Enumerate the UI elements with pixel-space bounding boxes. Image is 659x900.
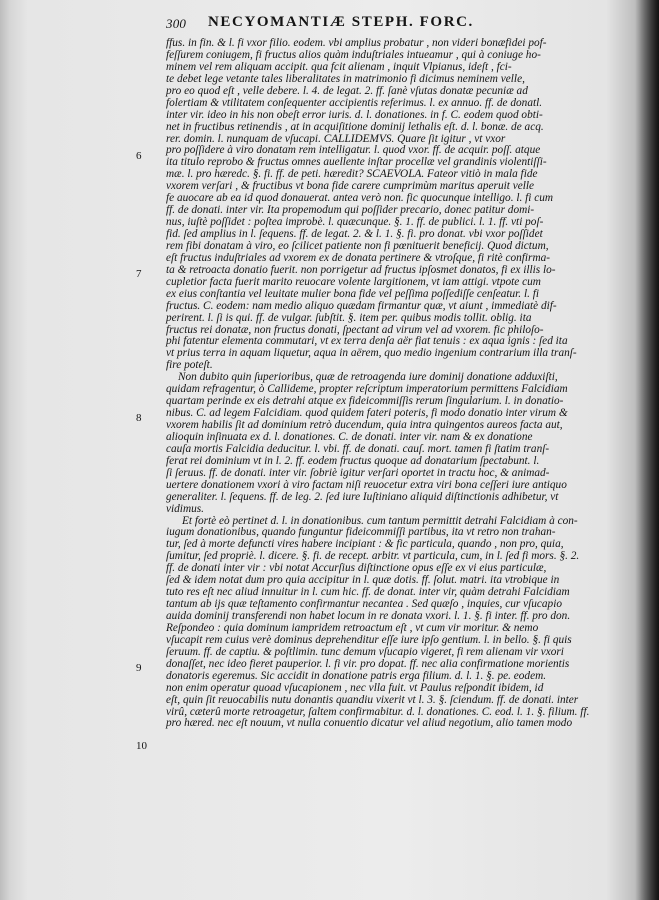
text-line: perirent. l. ſi is qui. ff. de vulgar. ſubſtit. §. item per. quibus modis tollit. oblig. ita	[166, 311, 532, 324]
text-line: te debet lege vetante tales liberalitates in matrimonio fi dicimus neminem velle,	[166, 72, 525, 85]
text-line: vxorem habilis ſit ad dominium retrò ducendum, quia intra quingentos aureos facta aut,	[166, 419, 563, 431]
margin-number: 8	[136, 412, 142, 424]
text-line: fe auocare ab ea id quod donauerat. antea verò non. fic quocunque intelligo. l. fi cum	[166, 192, 554, 205]
text-line: net in fructibus retinendis , at in acquiſitione dominij lethalis eſt. d. l. bonæ. de acq.	[166, 120, 544, 133]
text-line: ſeruum. ff. de captiu. & poſtlimin. tunc demum vſucapio vigeret, fi rem alienam vir vxori	[166, 645, 564, 658]
text-line: tuto res eſt nec aliud innuitur in l. cum hic. ff. de donat. inter vir, quàm detrahi Falcidiam	[166, 586, 570, 599]
text-line: ta & retroacta donatio fuerit. non porrigetur ad fructus ipſosmet donatos, fi ex illis lo-	[166, 263, 556, 276]
text-line: fructus rei donatæ, non fructus donati, ſpectant ad virum vel ad vxorem. fic philoſo-	[166, 323, 544, 336]
text-line: pro eo quod eſt , velle debere. l. 4. de legat. 2. ff. ſanè vſutas donatæ pecuniæ ad	[166, 84, 528, 97]
text-line: donaſſet, nec ideo fieret pauperior. l. fi vir. pro dopat. ff. nec alia confirmatione morientis	[166, 657, 570, 670]
text-line: auida dominij transferendi non habet locum in re donata vxori. l. 1. §. fi inter. ff. pro don.	[166, 610, 571, 622]
text-line: rem fibi donatam à viro, eo ſcilicet patiente non fi pœnituerit beneficij. Quod dictum,	[166, 239, 549, 252]
text-line: vidimus.	[166, 502, 204, 515]
text-line: eſt, quin ſit reuocabilis nutu donantis quandiu vixerit vt l. 3. §. ſciendum. ff. de donati. inter	[166, 693, 579, 706]
text-line: pro hæred. nec eſt nouum, vt nulla conuentio dicatur vel aliud negotium, alio tamen modo	[166, 717, 573, 730]
text-line: tantum ab ijs quæ teſtamento confirmantur necantea . Sed quæſo , inquies, cur vſucapio	[166, 598, 562, 611]
text-line: ex eius conſtantia vel leuitate mulier bona fide vel peſſima poſſediſſe cenſeatur. l. fi	[166, 287, 540, 300]
margin-number: 10	[136, 740, 147, 752]
text-line: Non dubito quin ſuperioribus, quæ de retroagenda iure dominij donatione adduxiſti,	[178, 371, 558, 384]
page-content	[166, 12, 636, 730]
text-line: fire poteſt.	[166, 359, 213, 372]
text-line: cupletior facta fuerit marito reuocare volente largitionem, vt iam attigi. vtpote cum	[166, 275, 541, 288]
text-line: ff. de donati. inter vir. Ita propemodum qui poſſider precario, donec patitur domi-	[166, 204, 535, 217]
text-line: ſi ſeruus. ff. de donati. inter vir. ſobriè igitur verſari oportet in tractu hoc, & animad-	[166, 466, 550, 479]
page-edge-shadow	[635, 0, 659, 900]
text-line: alioquin inſinuata ex d. l. donationes. C. de donati. inter vir. nam & ex donatione	[166, 430, 533, 443]
text-line: quartam perinde ex eis detrahi atque ex fideicommiſſis rerum ſingularium. l. in donatio-	[166, 395, 564, 408]
text-line: quidam refragentur, ò Callideme, propter reſcriptum imperatorium permittens Falcidiam	[166, 383, 568, 396]
text-line: inter vir. ideo in his non obeſt error iuris. d. l. donationes. in f. C. eodem quod obti-	[166, 108, 543, 121]
text-line: rer. domin. l. nunquam de vſucapi. CALLIDEMVS. Quare ſit igitur , vt vxor	[166, 132, 506, 145]
text-line: minem vel rem aliquam accipit. qua fcit alienam , inquit Vlpianus, ideſt , fci-	[166, 60, 512, 73]
text-line: nus, iuſtè poſſidet : poſtea improbè. l. quæcunque. §. 1. ff. de publici. l. 1. ff. vti poſ-	[166, 216, 544, 229]
text-line: vſucapit rem cuius verè dominus deprehenditur eſſe iure ipſo gentium. l. in bello. §. fi quis	[166, 633, 572, 646]
page-header	[166, 12, 636, 36]
text-line: eſt fructus induſtriales ad vxorem ex de donata pertinere & vtroſque, fi ritè confirma-	[166, 251, 551, 264]
text-line: generaliter. l. ſequens. ff. de leg. 2. ſed iure Iuſtiniano aliquid diſtinctionis adhibetur, vt	[166, 490, 559, 503]
text-line: nibus. C. ad legem Falcidiam. quod quidem fateri poteris, fi modo donatio inter virum &	[166, 407, 568, 420]
text-line: ſumitur, ſed propriè. l. dicere. §. fi. de recept. arbitr. vt particula, cum, in l. ſed fi mors. §. 2.	[166, 550, 580, 563]
text-line: pro poſſidere à viro donatam rem intelligatur. l. quod vxor. ff. de acquir. poſſ. atque	[166, 144, 541, 157]
text-line: virû, cæterû morte retroagetur, ſaltem confirmabitur. d. l. donationes. C. eod. l. 1. §. filium. ff.	[166, 705, 590, 718]
text-line: ffus. in fin. & l. fi vxor filio. eodem. vbi amplius probatur , non videri bonæfidei pof-	[166, 37, 547, 49]
text-line: tur, ſed à morte defuncti vires habere incipiant : & fic particula, quando , non pro, quia,	[166, 538, 564, 551]
text-line: ff. de donati inter vir : vbi notat Accurſius diſtinctione opus eſſe ex vi eius particulæ,	[166, 562, 547, 575]
text-line: phi fatentur elementa commutari, vt ex terra denſa aër fiat tenuis : ex aqua ignis : ſed ita	[166, 335, 568, 348]
text-line: ita titulo reprobo & fructus omnes auellente inſtar procellæ vel grandinis violentiſſi-	[166, 156, 547, 169]
text-line: vxorem verſari , & fructibus vt bona fide carere cumprimùm maritus aperuit velle	[166, 180, 535, 193]
text-line: feſſurem coniugem, fi fructus alios quàm induſtriales intueamur , qui à coniuge ho-	[166, 48, 541, 61]
text-line: donatoris egeremus. Sic accidit in donatione patris erga filium. d. l. 1. §. pe. eodem.	[166, 669, 547, 682]
page-number: 300	[166, 16, 187, 31]
text-line: iugum donationibus, quando funguntur fideicommiſſi partibus, ita vt retro non trahan-	[166, 526, 556, 539]
body-text	[166, 38, 636, 730]
text-line: fid. ſed amplius in l. ſequens. ff. de legat. 2. & l. 1. §. fi. pro donat. vbi vxor poſſidet	[166, 228, 543, 240]
text-line: folertiam & vtilitatem conſequenter accipientis referimus. l. ex annuo. ff. de donatl.	[166, 96, 543, 109]
text-line: Reſpondeo : quia dominum iampridem retroactum eſt , vt cum vir moritur. & nemo	[166, 621, 539, 634]
text-line: mæ. l. pro hæredc. §. fi. ff. de peti. hæredit? SCAEVOLA. Fateor vitiò in mala fide	[166, 168, 538, 181]
text-line: ſed & idem notat dum pro quia accipitur in l. quæ dotis. ff. ſolut. matri. ita vtrobique in	[166, 574, 560, 587]
margin-number: 9	[136, 662, 142, 674]
text-line: vt prius terra in aquam liquetur, aqua in aërem, quo medio ingenium contrarium illa tranſ-	[166, 347, 577, 360]
text-line: ferat rei dominium vt in l. 2. ff. eodem fructus quoque ad donatarium ſpectabunt. l.	[166, 454, 540, 467]
text-line: non enim operatur quoad vſucapionem , nec vlla fuit. vt Paulus reſpondit ibidem, id	[166, 681, 544, 694]
running-head: NECYOMANTIÆ STEPH. FORC.	[208, 14, 474, 30]
margin-number: 6	[136, 150, 142, 162]
margin-number: 7	[136, 268, 142, 280]
text-line: Et fortè eò pertinet d. l. in donationibus. cum tantum permittit detrahi Falcidiam à con-	[182, 514, 578, 527]
text-line: cauſa mortis Falcidia deducitur. l. vbi. ff. de donati. cauſ. mort. tamen fi ſtatim tranſ-	[166, 442, 550, 455]
text-line: uertere donationem vxori à viro factam niſi reuocetur extra viri bona ceſſeri iure antiquo	[166, 478, 567, 491]
text-line: fructus. C. eodem: nam medio aliquo quædam firmantur quæ, vt aiunt , immediatè dif-	[166, 299, 557, 312]
